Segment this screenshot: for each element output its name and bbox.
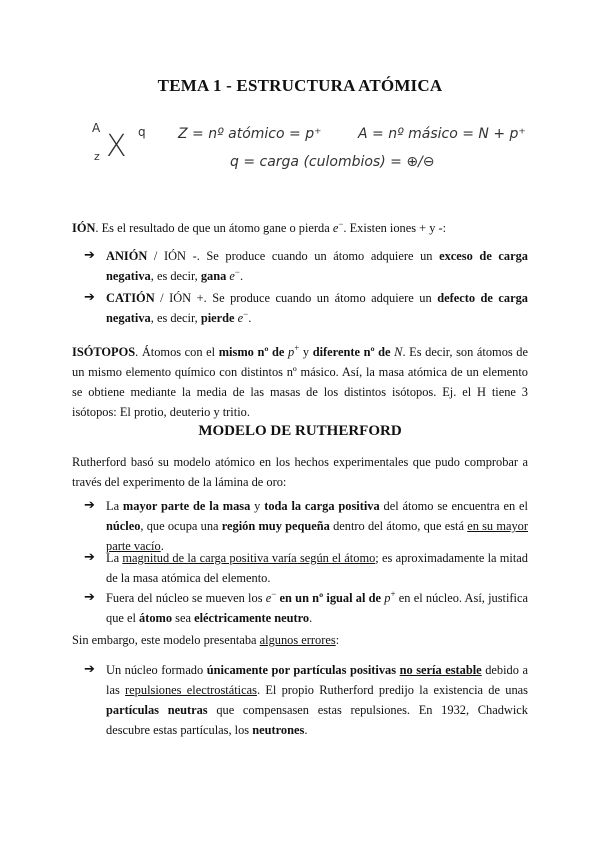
arrow-icon: ➔ bbox=[84, 662, 95, 677]
arrow-icon: ➔ bbox=[84, 248, 95, 263]
r1-bold-4: región muy pequeña bbox=[221, 519, 330, 533]
isotopos-term: ISÓTOPOS bbox=[72, 345, 136, 359]
r4-text-4: . El propio Rutherford predijo la existencia de unas bbox=[256, 683, 528, 697]
rutherford-bullet-4 bbox=[84, 660, 528, 740]
electron-symbol: e bbox=[332, 221, 339, 235]
isotopos-bold-1: mismo nº de bbox=[218, 345, 285, 359]
electron-symbol: e bbox=[229, 269, 235, 283]
r4-text-5: que compensasen estas repulsiones. En 1932, Chadwick descubre estas partículas, los bbox=[106, 703, 529, 737]
anion-bold-2: gana bbox=[200, 269, 227, 283]
r1-underline: en su mayor parte vacío bbox=[106, 519, 529, 553]
r3-bold-3: eléctricamente neutro bbox=[194, 611, 310, 625]
neutron-symbol: N bbox=[394, 345, 403, 359]
ion-text-1: . Es el resultado de que un átomo gane o pierda bbox=[95, 221, 333, 235]
anion-text-2: , es decir, bbox=[150, 269, 201, 283]
cation-bold-1: defecto de carga negativa bbox=[106, 291, 528, 325]
isotopos-bold-2: diferente nº de bbox=[312, 345, 391, 359]
isotopos-text-3: . Es decir, son átomos de un mismo elemento químico con distintos nº másico. Así, la masa atómica de un elemento se obtiene mediante la media de las masas de los distintos isótopos. Ej. el H tiene 3 isótopos: El protio, deuterio y tritio. bbox=[72, 345, 529, 419]
anion-bold-1: exceso de carga negativa bbox=[106, 249, 528, 283]
proton-sup: + bbox=[294, 342, 300, 353]
arrow-icon: ➔ bbox=[84, 590, 95, 605]
r3-text-3: sea bbox=[172, 611, 195, 625]
errors-intro bbox=[72, 630, 528, 650]
page-title: TEMA 1 - ESTRUCTURA ATÓMICA bbox=[157, 76, 443, 95]
cation-text-2: , es decir, bbox=[150, 311, 201, 325]
arrow-icon: ➔ bbox=[84, 550, 95, 565]
hw-element-symbol: X bbox=[106, 129, 127, 164]
errors-text-1: Sin embargo, este modelo presentaba bbox=[72, 633, 260, 647]
cation-bold-2: pierde bbox=[200, 311, 235, 325]
electron-sup: − bbox=[234, 266, 240, 277]
anion-text-1: / IÓN -. Se produce cuando un átomo adquiere un bbox=[147, 249, 440, 263]
hw-atomic-symbol: z bbox=[94, 150, 100, 163]
r2-text-1: La bbox=[106, 551, 123, 565]
arrow-icon: ➔ bbox=[84, 290, 95, 305]
r1-bold-2: toda la carga positiva bbox=[264, 499, 380, 513]
hw-a-definition: A = nº másico = N + p⁺ bbox=[358, 126, 526, 142]
hw-mass-symbol: A bbox=[92, 121, 101, 135]
electron-symbol: e bbox=[265, 591, 272, 605]
r1-text-3: del átomo se encuentra en el bbox=[379, 499, 529, 513]
r2-text-2: ; es aproximadamente la mitad de la masa atómica del elemento. bbox=[106, 551, 529, 585]
r4-bold-3: neutrones bbox=[252, 723, 305, 737]
r3-text-4: . bbox=[309, 611, 313, 625]
r3-text-2: en el núcleo. Así, justifica que el bbox=[106, 591, 528, 625]
anion-term: ANIÓN bbox=[106, 249, 148, 263]
r4-bold-1: únicamente por partículas positivas bbox=[206, 663, 397, 677]
proton-sup: + bbox=[390, 588, 396, 599]
r4-text-3: debido a las bbox=[106, 663, 528, 697]
r4-text-1: Un núcleo formado bbox=[106, 663, 207, 677]
proton-symbol: p bbox=[384, 591, 391, 605]
electron-sup: − bbox=[338, 218, 344, 229]
r4-bold-2: partículas neutras bbox=[106, 703, 208, 717]
errors-underline: algunos errores bbox=[259, 633, 336, 647]
proton-symbol: p bbox=[288, 345, 295, 359]
r2-underline: magnitud de la carga positiva varía según el átomo bbox=[122, 551, 376, 565]
cation-term: CATIÓN bbox=[106, 291, 155, 305]
r1-text-1: La bbox=[106, 499, 123, 513]
errors-text-2: : bbox=[335, 633, 340, 647]
electron-sup: − bbox=[271, 588, 277, 599]
arrow-icon: ➔ bbox=[84, 498, 95, 513]
r3-bold-2: átomo bbox=[139, 611, 173, 625]
r3-text-1: Fuera del núcleo se mueven los bbox=[106, 591, 266, 605]
r1-text-4: , que ocupa una bbox=[140, 519, 222, 533]
ion-term: IÓN bbox=[72, 221, 96, 235]
isotopos-text-1: . Átomos con el bbox=[135, 345, 219, 359]
r1-text-6: . bbox=[160, 539, 164, 553]
r4-underline: repulsiones electrostáticas bbox=[125, 683, 257, 697]
ion-text-2: . Existen iones + y -: bbox=[343, 221, 447, 235]
ion-paragraph bbox=[72, 218, 528, 238]
r1-bold-1: mayor parte de la masa bbox=[122, 499, 251, 513]
section-heading-rutherford: MODELO DE RUTHERFORD bbox=[198, 423, 402, 439]
r1-bold-3: núcleo bbox=[106, 519, 141, 533]
rutherford-bullet-3 bbox=[84, 588, 528, 628]
hw-z-definition: Z = nº atómico = p⁺ bbox=[178, 126, 322, 142]
isotopos-paragraph bbox=[72, 342, 528, 422]
hw-q-definition: q = carga (culombios) = ⊕/⊖ bbox=[230, 154, 435, 170]
cation-bullet: ➔ CATIÓN / IÓN +. Se produce cuando un átomo adquiere un defecto de carga negativa, es decir, pierde e−. bbox=[84, 290, 528, 325]
rutherford-bullet-1 bbox=[84, 496, 528, 556]
r1-text-2: y bbox=[250, 499, 265, 513]
cation-text-1: / IÓN +. Se produce cuando un átomo adquiere un bbox=[154, 291, 438, 305]
anion-bullet: ➔ ANIÓN / IÓN -. Se produce cuando un átomo adquiere un exceso de carga negativa, es decir, gana e−. bbox=[84, 248, 528, 283]
handwritten-formula-svg bbox=[80, 110, 540, 190]
rutherford-bullet-2 bbox=[84, 548, 528, 588]
electron-sup: − bbox=[243, 308, 249, 319]
electron-symbol: e bbox=[237, 311, 244, 325]
r3-bold-1: en un nº igual al de bbox=[276, 591, 385, 605]
handwritten-notation bbox=[80, 110, 540, 190]
rutherford-intro: Rutherford basó su modelo atómico en los hechos experimentales que pudo comprobar a través del experimento de la lámina de oro: bbox=[72, 455, 528, 489]
hw-charge-symbol: q bbox=[138, 125, 146, 139]
r4-bold-underline: no sería estable bbox=[399, 663, 482, 677]
r4-text-6: . bbox=[304, 723, 308, 737]
isotopos-text-2: y bbox=[299, 345, 313, 359]
r1-text-5: dentro del átomo, que está bbox=[329, 519, 468, 533]
